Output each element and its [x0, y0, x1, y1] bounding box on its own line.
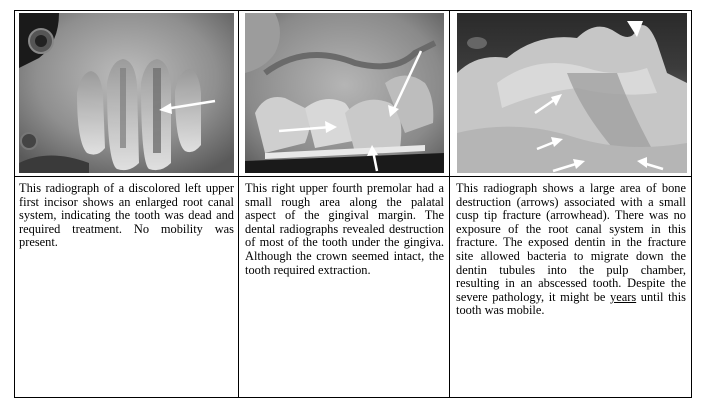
radiograph-image-premolar	[245, 13, 444, 173]
row-divider	[15, 176, 691, 177]
radiograph-image-incisor	[19, 13, 234, 173]
radiograph-image-fracture	[457, 13, 687, 173]
caption-fracture-text-end: until this tooth was mobile.	[456, 289, 686, 318]
caption-emphasis-years: years	[610, 289, 637, 304]
caption-fracture-text: This radiograph shows a large area of bone destruction (arrows) associated with a small cusp tip fracture (arrowhead). There was no exposure of the root canal system in this fracture. The exposed dentin in the fracture site allowed bacteria to migrate down the dentin tubules into the pulp chamber, resulting in an abscessed tooth. Despite the severe pathology, it might be	[456, 181, 686, 304]
column-divider	[238, 11, 239, 397]
caption-fracture	[456, 182, 686, 318]
column-divider	[449, 11, 450, 397]
caption-premolar: This right upper fourth premolar had a small rough area along the palatal aspect of the gingival margin. The dental radiographs revealed destruction of most of the tooth under the gingiva. Although the crown seemed intact, the tooth required extraction.	[245, 181, 444, 277]
caption-incisor: This radiograph of a discolored left upper first incisor shows an enlarged root canal system, indicating the tooth was dead and required treatment. No mobility was present.	[19, 181, 234, 250]
radiograph-table	[14, 10, 692, 398]
